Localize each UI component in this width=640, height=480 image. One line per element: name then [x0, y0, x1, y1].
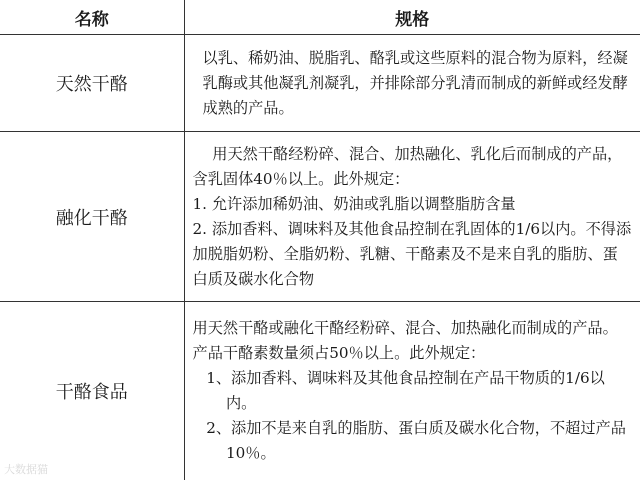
spec-line: 1. 允许添加稀奶油、奶油或乳脂以调整脂肪含量: [192, 194, 516, 213]
watermark: 大数据猫: [4, 463, 48, 476]
header-name: 名称: [0, 0, 184, 35]
table-row: [0, 132, 640, 302]
row-spec: [184, 302, 640, 480]
row-spec: [184, 35, 640, 132]
row-name: 融化干酪: [0, 132, 184, 302]
spec-line: 1、添加香料、调味料及其他食品控制在产品干物质的1/6以内。: [206, 369, 605, 412]
row-name: 天然干酪: [0, 35, 184, 132]
header-row: [0, 0, 640, 35]
table-row: [0, 302, 640, 480]
table-row: [0, 35, 640, 132]
row-name: 干酪食品: [0, 302, 184, 480]
row-spec: [184, 132, 640, 302]
spec-line: 以乳、稀奶油、脱脂乳、酪乳或这些原料的混合物为原料，经凝乳酶或其他凝乳剂凝乳，并排除部分乳清而制成的新鲜或经发酵成熟的产品。: [202, 48, 628, 117]
spec-line: 用天然干酪或融化干酪经粉碎、混合、加热融化而制成的产品。产品干酪素数量须占50％以上。此外规定：: [192, 319, 618, 362]
spec-line: 2、添加不是来自乳的脂肪、蛋白质及碳水化合物，不超过产品10％。: [206, 419, 626, 462]
spec-line: 2. 添加香料、调味料及其他食品控制在乳固体的1/6以内。不得添加脱脂奶粉、全脂奶粉、乳糖、干酪素及不是来自乳的脂肪、蛋白质及碳水化合物: [192, 219, 632, 288]
header-spec: 规格: [184, 0, 640, 35]
spec-line: 用天然干酪经粉碎、混合、加热融化、乳化后而制成的产品，含乳固体40％以上。此外规定：: [192, 144, 623, 188]
